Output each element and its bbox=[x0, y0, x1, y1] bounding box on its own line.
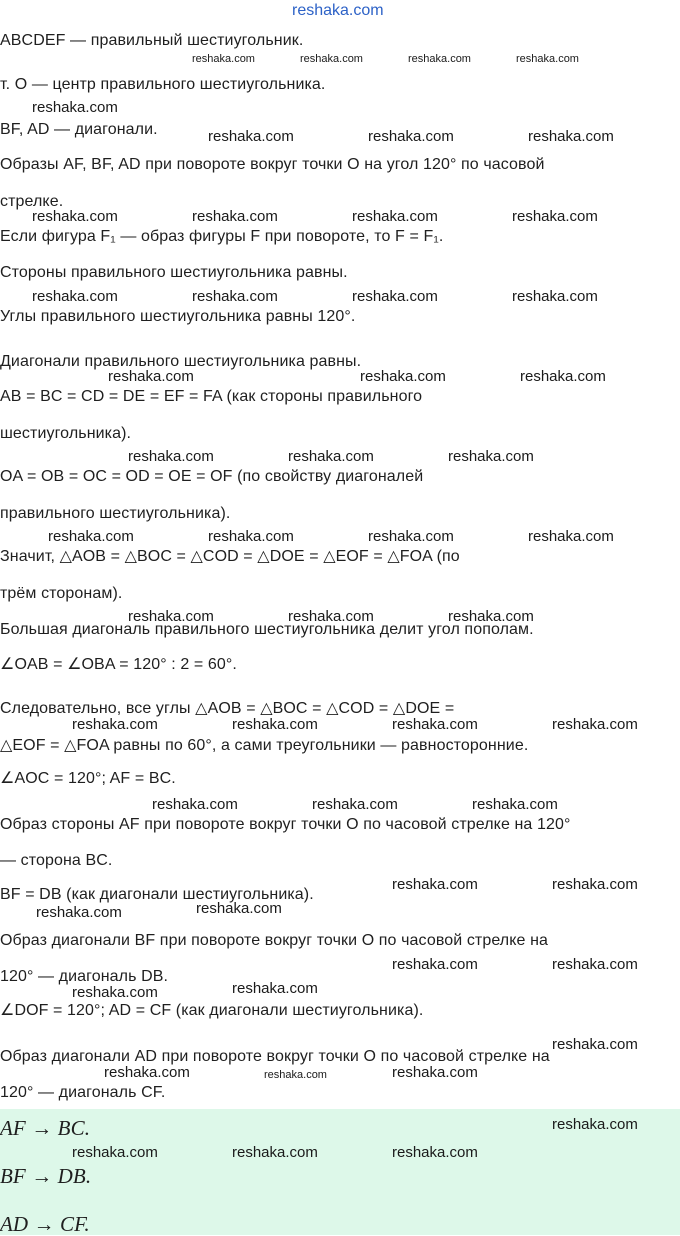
watermark: reshaka.com bbox=[32, 208, 118, 225]
watermark: reshaka.com bbox=[288, 608, 374, 625]
watermark: reshaka.com bbox=[352, 208, 438, 225]
text-line: т. O — центр правильного шестиугольника. bbox=[0, 76, 326, 93]
watermark: reshaka.com bbox=[288, 448, 374, 465]
watermark: reshaka.com bbox=[48, 528, 134, 545]
watermark: reshaka.com bbox=[448, 448, 534, 465]
text-line: ∠AOC = 120°; AF = BC. bbox=[0, 770, 176, 787]
answer-line: BF → DB. bbox=[0, 1164, 92, 1188]
watermark: reshaka.com bbox=[72, 1144, 158, 1161]
text-line: BF = DB (как диагонали шестиугольника). bbox=[0, 886, 314, 903]
text-line: △EOF = △FOA равны по 60°, а сами треугольники — равносторонние. bbox=[0, 737, 529, 754]
watermark: reshaka.com bbox=[512, 288, 598, 305]
watermark: reshaka.com bbox=[472, 796, 558, 813]
text-line: трём сторонам). bbox=[0, 585, 123, 602]
text-line: стрелке. bbox=[0, 193, 64, 210]
text-line: ABCDEF — правильный шестиугольник. bbox=[0, 32, 304, 49]
text-line: Следовательно, все углы △AOB = △BOC = △COD = △DOE = bbox=[0, 700, 455, 717]
watermark: reshaka.com bbox=[552, 1036, 638, 1053]
text-line: Большая диагональ правильного шестиугольника делит угол пополам. bbox=[0, 621, 534, 638]
watermark: reshaka.com bbox=[368, 128, 454, 145]
watermark: reshaka.com bbox=[192, 208, 278, 225]
watermark: reshaka.com bbox=[152, 796, 238, 813]
watermark: reshaka.com bbox=[300, 53, 363, 65]
watermark: reshaka.com bbox=[36, 904, 122, 921]
text-line: Если фигура F₁ — образ фигуры F при повороте, то F = F₁. bbox=[0, 228, 444, 245]
watermark: reshaka.com bbox=[392, 1144, 478, 1161]
watermark: reshaka.com bbox=[232, 1144, 318, 1161]
watermark: reshaka.com bbox=[448, 608, 534, 625]
text-line: Значит, △AOB = △BOC = △COD = △DOE = △EOF = △FOA (по bbox=[0, 548, 460, 565]
text-line: — сторона BC. bbox=[0, 852, 113, 869]
watermark: reshaka.com bbox=[192, 53, 255, 65]
watermark: reshaka.com bbox=[520, 368, 606, 385]
watermark: reshaka.com bbox=[368, 528, 454, 545]
watermark: reshaka.com bbox=[108, 368, 194, 385]
text-line: Образ диагонали AD при повороте вокруг точки O по часовой стрелке на bbox=[0, 1048, 550, 1065]
watermark: reshaka.com bbox=[104, 1064, 190, 1081]
text-line: ∠DOF = 120°; AD = CF (как диагонали шестиугольника). bbox=[0, 1002, 424, 1019]
watermark: reshaka.com bbox=[528, 528, 614, 545]
watermark: reshaka.com bbox=[552, 956, 638, 973]
text-line: Образы AF, BF, AD при повороте вокруг точки O на угол 120° по часовой bbox=[0, 156, 545, 173]
watermark: reshaka.com bbox=[32, 99, 118, 116]
watermark: reshaka.com bbox=[392, 1064, 478, 1081]
watermark: reshaka.com bbox=[512, 208, 598, 225]
watermark: reshaka.com bbox=[196, 900, 282, 917]
text-line: 120° — диагональ DB. bbox=[0, 968, 169, 985]
watermark: reshaka.com bbox=[128, 608, 214, 625]
text-line: Диагонали правильного шестиугольника равны. bbox=[0, 353, 362, 370]
answer-line: AD → CF. bbox=[0, 1212, 90, 1236]
answer-line: AF → BC. bbox=[0, 1116, 91, 1140]
watermark: reshaka.com bbox=[312, 796, 398, 813]
text-line: ∠OAB = ∠OBA = 120° : 2 = 60°. bbox=[0, 656, 237, 673]
watermark: reshaka.com bbox=[72, 716, 158, 733]
text-line: Образ стороны AF при повороте вокруг точки O по часовой стрелке на 120° bbox=[0, 816, 571, 833]
watermark: reshaka.com bbox=[32, 288, 118, 305]
text-line: Стороны правильного шестиугольника равны. bbox=[0, 264, 348, 281]
text-line: Образ диагонали BF при повороте вокруг точки O по часовой стрелке на bbox=[0, 932, 549, 949]
watermark: reshaka.com bbox=[360, 368, 446, 385]
watermark: reshaka.com bbox=[232, 716, 318, 733]
watermark: reshaka.com bbox=[392, 716, 478, 733]
text-line: 120° — диагональ CF. bbox=[0, 1084, 166, 1101]
watermark: reshaka.com bbox=[528, 128, 614, 145]
text-line: AB = BC = CD = DE = EF = FA (как стороны правильного bbox=[0, 388, 423, 405]
watermark-top: reshaka.com bbox=[292, 2, 384, 19]
text-line: OA = OB = OC = OD = OE = OF (по свойству диагоналей bbox=[0, 468, 424, 485]
watermark: reshaka.com bbox=[552, 876, 638, 893]
watermark: reshaka.com bbox=[192, 288, 278, 305]
watermark: reshaka.com bbox=[392, 956, 478, 973]
watermark: reshaka.com bbox=[552, 716, 638, 733]
watermark: reshaka.com bbox=[208, 128, 294, 145]
watermark: reshaka.com bbox=[208, 528, 294, 545]
watermark: reshaka.com bbox=[128, 448, 214, 465]
text-line: Углы правильного шестиугольника равны 120°. bbox=[0, 308, 356, 325]
watermark: reshaka.com bbox=[72, 984, 158, 1001]
watermark: reshaka.com bbox=[552, 1116, 638, 1133]
watermark: reshaka.com bbox=[516, 53, 579, 65]
watermark: reshaka.com bbox=[392, 876, 478, 893]
text-line: BF, AD — диагонали. bbox=[0, 121, 158, 138]
watermark: reshaka.com bbox=[352, 288, 438, 305]
text-line: правильного шестиугольника). bbox=[0, 505, 231, 522]
text-line: шестиугольника). bbox=[0, 425, 132, 442]
watermark: reshaka.com bbox=[408, 53, 471, 65]
watermark: reshaka.com bbox=[264, 1069, 327, 1081]
watermark: reshaka.com bbox=[232, 980, 318, 997]
